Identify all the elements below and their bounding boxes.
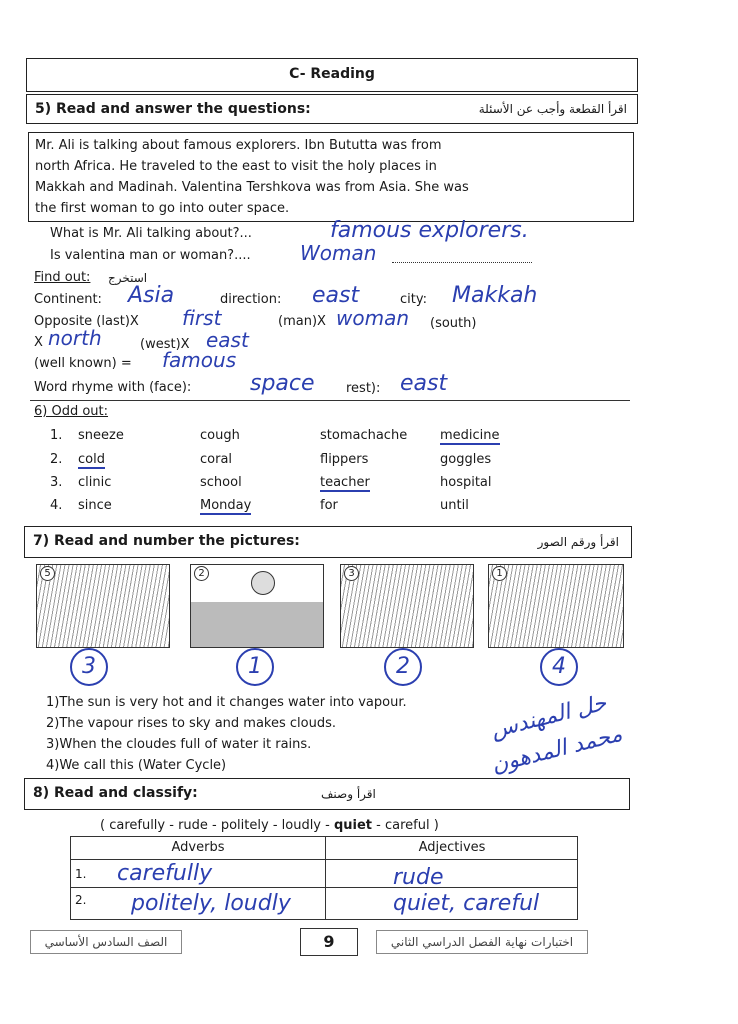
city-label: city: (400, 292, 427, 307)
q8-heading-ar: اقرأ وصنف (321, 787, 376, 801)
odd-word-answer: cold (78, 452, 105, 467)
handwritten-signature: حل المهندس محمد المدهون (488, 690, 625, 779)
picture-answer: 2 (384, 648, 422, 686)
word: goggles (440, 452, 492, 467)
west-value: east (206, 328, 249, 352)
q6-heading: 6) Odd out: (34, 404, 109, 419)
page-number: 9 (300, 928, 358, 956)
picture-sun-sea (190, 564, 324, 648)
row-num: 1. (50, 428, 63, 443)
table-divider (71, 859, 577, 860)
q5-heading: 5) Read and answer the questions: (35, 101, 311, 117)
passage-line: north Africa. He traveled to the east to visit the holy places in (35, 159, 437, 174)
passage-line: the first woman to go into outer space. (35, 201, 290, 216)
row-num: 2. (50, 452, 63, 467)
word: hospital (440, 475, 492, 490)
word-bank-post: - careful ) (376, 818, 439, 833)
opposite-label: Opposite (last)X (34, 314, 139, 329)
dotted-line (392, 262, 532, 263)
picture-clouds (488, 564, 624, 648)
direction-label: direction: (220, 292, 282, 307)
odd-word-answer: medicine (440, 428, 500, 443)
row-num: 3. (50, 475, 63, 490)
word: sneeze (78, 428, 124, 443)
answer-1: famous explorers. (330, 218, 529, 243)
row-num: 4. (50, 498, 63, 513)
picture-vapour (340, 564, 474, 648)
rhyme-rest-value: east (400, 371, 448, 396)
passage-box (28, 132, 634, 222)
q7-heading-ar: اقرأ ورقم الصور (537, 535, 619, 549)
rhyme-label: Word rhyme with (face): (34, 380, 192, 395)
passage-line: Mr. Ali is talking about famous explorers. Ibn Bututta was from (35, 138, 442, 153)
word-bank (100, 818, 439, 833)
man-label: (man)X (278, 314, 326, 329)
adverb-answer: politely, loudly (131, 891, 291, 916)
row-num: 1. (75, 867, 87, 881)
q5-heading-ar: اقرأ القطعة وأجب عن الأسئلة (478, 102, 627, 116)
col-adjectives: Adjectives (418, 840, 486, 855)
well-known-label: (well known) = (34, 356, 132, 371)
divider (30, 400, 630, 401)
well-known-value: famous (162, 348, 237, 372)
west-label: (west)X (140, 337, 190, 352)
q8-heading: 8) Read and classify: (33, 785, 198, 801)
q7-sentences (46, 692, 407, 776)
sentence: 4)We call this (Water Cycle) (46, 758, 227, 773)
q7-heading-box (24, 526, 632, 558)
sun-icon (251, 571, 275, 595)
passage-line: Makkah and Madinah. Valentina Tershkova was from Asia. She was (35, 180, 469, 195)
word: for (320, 498, 338, 513)
adverb-answer: carefully (117, 861, 213, 886)
col-adverbs: Adverbs (171, 840, 225, 855)
continent-label: Continent: (34, 292, 102, 307)
footer-grade: الصف السادس الأساسي (30, 930, 182, 954)
sentence: 2)The vapour rises to sky and makes clouds. (46, 716, 337, 731)
picture-number: 2 (194, 566, 209, 581)
answer-2: Woman (300, 241, 377, 265)
find-out-ar: استخرج (108, 271, 148, 285)
word: school (200, 475, 242, 490)
find-out-label: Find out: (34, 270, 91, 285)
picture-number: 5 (40, 566, 55, 581)
odd-word-answer: Monday (200, 498, 252, 513)
picture-number: 3 (344, 566, 359, 581)
q7-heading: 7) Read and number the pictures: (33, 533, 300, 549)
continent-value: Asia (128, 283, 175, 308)
passage (35, 135, 631, 219)
row-num: 2. (75, 893, 87, 907)
word: since (78, 498, 112, 513)
opposite-value: first (182, 306, 222, 330)
adjective-answer: rude (393, 865, 444, 890)
word: flippers (320, 452, 369, 467)
odd-word-answer: teacher (320, 475, 370, 490)
word: stomachache (320, 428, 408, 443)
x-label: X (34, 335, 43, 350)
rhyme-face-value: space (250, 371, 315, 396)
section-title-box (26, 58, 638, 92)
section-title: C- Reading (289, 66, 375, 82)
word-bank-bold: quiet (333, 818, 373, 833)
picture-rain (36, 564, 170, 648)
word: clinic (78, 475, 112, 490)
picture-answer: 4 (540, 648, 578, 686)
picture-answer: 3 (70, 648, 108, 686)
picture-answer: 1 (236, 648, 274, 686)
north-value: north (48, 326, 102, 350)
direction-value: east (312, 283, 360, 308)
word: cough (200, 428, 240, 443)
footer-exam: اختبارات نهاية الفصل الدراسي الثاني (376, 930, 588, 954)
sentence: 3)When the cloudes full of water it rains. (46, 737, 312, 752)
south-label: (south) (430, 316, 477, 331)
word: until (440, 498, 469, 513)
table-divider (71, 887, 577, 888)
q5-heading-box (26, 94, 638, 124)
man-value: woman (336, 306, 410, 330)
word-bank-pre: ( carefully - rude - politely - loudly - (100, 818, 330, 833)
question-1: What is Mr. Ali talking about?... (50, 226, 252, 241)
rest-label: rest): (346, 381, 381, 396)
picture-number: 1 (492, 566, 507, 581)
sentence: 1)The sun is very hot and it changes water into vapour. (46, 695, 407, 710)
classify-table (70, 836, 578, 920)
city-value: Makkah (452, 283, 538, 308)
q8-heading-box (24, 778, 630, 810)
word: coral (200, 452, 233, 467)
question-2: Is valentina man or woman?.... (50, 248, 251, 263)
adjective-answer: quiet, careful (393, 891, 540, 916)
